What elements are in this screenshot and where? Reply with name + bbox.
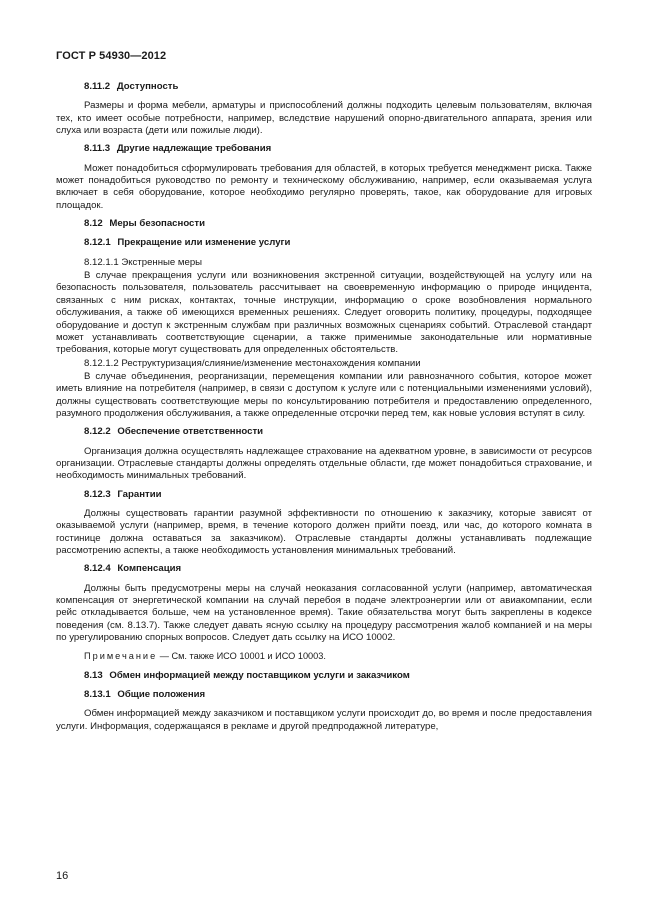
section-heading-8-11-2 — [56, 81, 592, 93]
paragraph: Размеры и форма мебели, арматуры и приспособлений должны подходить целевым пользователям, включая тех, кто имеет особые потребности, например, вследствие нарушений опорно-двигательного аппарата, зрения или слуха или возраста (дети или пожилые люди). — [56, 100, 592, 137]
section-heading-8-11-3 — [56, 143, 592, 155]
paragraph: Может понадобиться сформулировать требования для областей, в которых требуется менеджмент риска. Также может понадобиться руководство по ремонту и техническому обслуживанию, например, если оказываемая услуга включает в себя оборудование, которое необходимо регулярно проверять, такое, как оборудование для игровых площадок. — [56, 162, 592, 211]
section-heading-8-13-1 — [56, 689, 592, 701]
section-title: Гарантии — [117, 488, 162, 500]
section-number: 8.13 — [84, 669, 103, 681]
section-title: Обмен информацией между поставщиком услуги и заказчиком — [109, 669, 410, 681]
paragraph: Должны быть предусмотрены меры на случай неоказания согласованной услуги (например, автоматическая компенсация от энергетической компании на случай перебоя в подаче электроэнергии или от авиакомпании, если рейс откладывается больше, чем на установленное время). Такие обязательства могут быть закреплены в кодексе поведения (см. 8.13.7). Также следует давать ясную ссылку на процедуру рассмотрения жалоб компанией и на меры по урегулированию спорных вопросов. Следует дать ссылку на ИСО 10002. — [56, 582, 592, 644]
section-title: Общие положения — [117, 689, 206, 701]
paragraph: В случае прекращения услуги или возникновения экстренной ситуации, воздействующей на услугу или на безопасность пользователя, пользователь рассчитывает на своевременную информацию о природе инцидента, связанных с ним рисках, контактах, точные инструкции, информацию о сроке возобновления нормального обслуживания, а также об имеющихся временных решениях. Следует оговорить политику, процедуры, подходящее оборудование и доступ к экстренным службам при различных возможных сценариях событий. Отраслевой стандарт может устанавливать соответствующие сценарии, а также применимые законодательные или нормативные требования, которые могут существовать для определенных обстоятельств. — [56, 270, 592, 356]
section-number: 8.12.3 — [84, 488, 111, 500]
section-title: Другие надлежащие требования — [116, 143, 272, 155]
section-title: Меры безопасности — [109, 218, 205, 230]
paragraph: В случае объединения, реорганизации, перемещения компании или равнозначного события, которое может иметь влияние на потребителя (например, в связи с доступом к услуге или с потенциальными изменениями условий), должны существовать соответствующие меры по консультированию потребителя и предоставлению определенного, разумного продолжения обслуживания, а также определенные отсрочки перед тем, как новые условия вступят в силу. — [56, 370, 592, 419]
section-title: Компенсация — [117, 563, 182, 575]
note-label: Примечание — [84, 651, 158, 662]
document-header: ГОСТ Р 54930—2012 — [56, 50, 167, 62]
section-heading-8-12-2 — [56, 426, 592, 438]
section-number: 8.12 — [84, 218, 103, 230]
section-heading-8-13 — [56, 670, 592, 682]
section-number: 8.12.4 — [84, 563, 111, 575]
section-number: 8.13.1 — [84, 689, 111, 701]
section-heading-8-12-1 — [56, 237, 592, 249]
subsection-heading-8-12-1-2: 8.12.1.2 Реструктуризация/слияние/изменение местонахождения компании — [84, 357, 421, 369]
paragraph: Должны существовать гарантии разумной эффективности по отношению к заказчику, которые зависят от оказываемой услуги (например, время, в течение которого должен прийти поезд, или час, до которого комната в гостинице должна оставаться за заказчиком). Отраслевые стандарты должны устанавливать подлежащие рассмотрению аспекты, а также необходимость установления минимальных требований. — [56, 507, 592, 556]
section-heading-8-12-4 — [56, 563, 592, 575]
page-content — [56, 81, 592, 739]
section-heading-8-12 — [56, 218, 592, 230]
section-number: 8.12.1 — [84, 237, 111, 249]
section-title: Обеспечение ответственности — [117, 426, 264, 438]
section-heading-8-12-3 — [56, 489, 592, 501]
section-title: Прекращение или изменение услуги — [117, 237, 291, 249]
note — [56, 650, 592, 662]
note-text: — См. также ИСО 10001 и ИСО 10003. — [157, 651, 326, 662]
section-number: 8.12.2 — [84, 426, 111, 438]
paragraph: Обмен информацией между заказчиком и поставщиком услуги происходит до, во время и после предоставления услуги. Информация, содержащаяся в рекламе и другой предпродажной литературе, — [56, 708, 592, 732]
section-title: Доступность — [116, 81, 179, 92]
page-number: 16 — [56, 870, 69, 882]
section-number: 8.11.3 — [84, 143, 111, 155]
section-number: 8.11.2 — [84, 81, 111, 92]
paragraph: Организация должна осуществлять надлежащее страхование на адекватном уровне, в зависимости от ресурсов организации. Отраслевые стандарты должны определять отдельные области, где может понадобиться страхование, и необходимость минимальных требований. — [56, 445, 592, 482]
subsection-heading-8-12-1-1: 8.12.1.1 Экстренные меры — [84, 256, 203, 268]
